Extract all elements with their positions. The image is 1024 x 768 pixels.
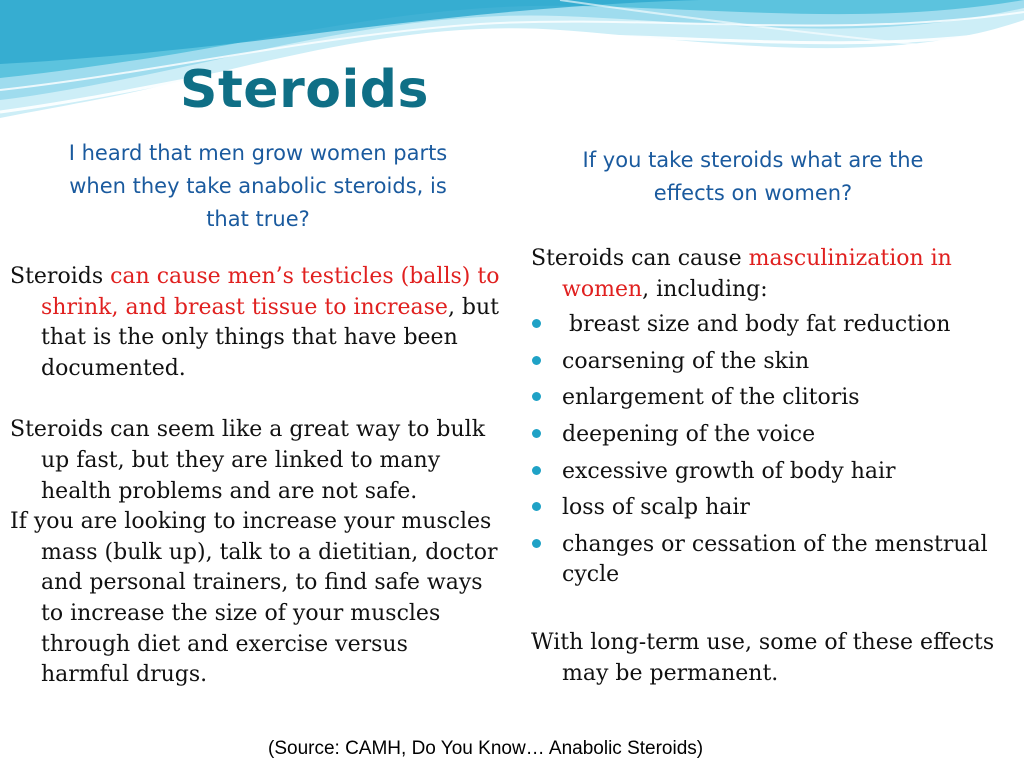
highlighted-text: masculinization in women xyxy=(562,246,952,302)
testicles-paragraph xyxy=(10,262,500,384)
right-column xyxy=(531,244,1021,689)
list-item xyxy=(531,383,1021,414)
list-item-text: loss of scalp hair xyxy=(562,495,750,521)
bullet-icon xyxy=(532,356,541,365)
bulk-up-paragraph: Steroids can seem like a great way to bulk up fast, but they are linked to many health problems and are not safe. xyxy=(10,417,486,504)
list-item xyxy=(531,347,1021,378)
bullet-icon xyxy=(532,429,541,438)
list-item-text: breast size and body fat reduction xyxy=(562,312,951,338)
masculinization-intro xyxy=(531,244,1021,305)
list-item-text: enlargement of the clitoris xyxy=(562,385,860,411)
paragraph-text: , but that is the only things that have been documented. xyxy=(41,294,500,381)
advice-paragraph: If you are looking to increase your muscles mass (bulk up), talk to a dietitian, doctor and personal trainers, to find safe ways to increase the size of your muscles through diet and exercise versus harmful drugs. xyxy=(10,509,498,688)
source-citation: (Source: CAMH, Do You Know… Anabolic Steroids) xyxy=(268,738,704,759)
left-question-heading: I heard that men grow women parts when they take anabolic steroids, is that true? xyxy=(68,141,448,231)
effects-list xyxy=(531,310,1021,591)
header-waves-decoration xyxy=(0,0,1024,130)
list-item-text: changes or cessation of the menstrual cycle xyxy=(562,531,988,588)
right-question-heading: If you take steroids what are the effects on women? xyxy=(582,148,924,205)
long-term-use-paragraph: With long-term use, some of these effects may be permanent. xyxy=(531,629,995,686)
list-item xyxy=(531,530,1021,591)
list-item xyxy=(531,310,1021,341)
list-item xyxy=(531,457,1021,488)
paragraph-text: Steroids xyxy=(10,264,111,289)
bullet-icon xyxy=(532,466,541,475)
bullet-icon xyxy=(532,539,541,548)
list-item xyxy=(531,420,1021,451)
list-item-text: excessive growth of body hair xyxy=(562,458,896,484)
list-item-text: coarsening of the skin xyxy=(562,348,810,374)
bullet-icon xyxy=(532,319,541,328)
left-column xyxy=(10,262,500,691)
paragraph-text: Steroids can cause xyxy=(531,246,749,271)
list-item-text: deepening of the voice xyxy=(562,421,816,447)
bullet-icon xyxy=(532,392,541,401)
list-item xyxy=(531,493,1021,524)
slide-title: Steroids xyxy=(180,60,429,120)
bullet-icon xyxy=(532,502,541,511)
highlighted-text: can cause men’s testicles (balls) to shrink, and breast tissue to increase xyxy=(41,264,500,320)
paragraph-text: , including: xyxy=(642,276,768,302)
